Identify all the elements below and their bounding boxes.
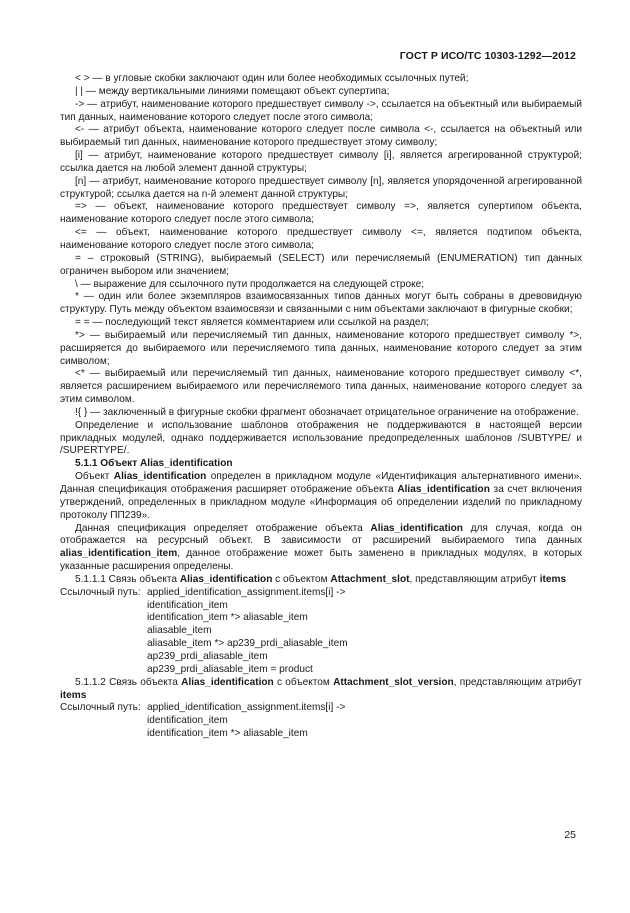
- notation-item: !{ } — заключенный в фигурные скобки фрагмент обозначает отрицательное ограничение на отображение.: [75, 406, 579, 418]
- notation-item: => — объект, наименование которого предшествует символу =>, является супертипом объекта, наименование которого следует после этого символа;: [60, 201, 582, 226]
- path-line: identification_item: [147, 715, 228, 727]
- path-label: Ссылочный путь:: [60, 702, 141, 714]
- notation-item: *> — выбираемый или перечисляемый тип данных, наименование которого предшествует символу *>, расширяется до выбираемого или перечисляемого типа данных, наименование которого следует за этим символом;: [60, 329, 582, 367]
- paragraph-mapping: Данная спецификация определяет отображение объекта Alias_identification для случая, когда он отображается на ресурсный объект. В зависимости от расширений выбираемого типа данных alias_identification_item, данное отображение может быть заменено в прикладных модулях, в которых указанные расширения определены.: [60, 522, 583, 573]
- subsection-heading-1: 5.1.1.1 Связь объекта Alias_identification с объектом Attachment_slot, представляющим атрибут items: [75, 573, 567, 585]
- notation-item: = – строковый (STRING), выбираемый (SELECT) или перечисляемый (ENUMERATION) тип данных ограничен выбором или значением;: [60, 252, 582, 277]
- section-heading: 5.1.1 Объект Alias_identification: [75, 458, 233, 470]
- path-label: Ссылочный путь:: [60, 586, 141, 598]
- notation-item: * — один или более экземпляров взаимосвязанных типов данных могут быть собраны в древовидную структуру. Путь между объектом взаимосвязи и связанными с ним объектами заключают в фигурные скобки;: [60, 291, 582, 316]
- reference-path-2: [60, 702, 582, 741]
- notation-list: [60, 73, 582, 420]
- notation-item: [i] — атрибут, наименование которого предшествует символу [i], является агрегированной структурой; ссылка дается на любой элемент данной структуры;: [60, 150, 582, 174]
- notation-item: <- — атрибут объекта, наименование которого следует после символа <-, ссылается на объектный или выбираемый тип данных, наименование которого предшествует этому символу;: [60, 124, 582, 149]
- standard-header: ГОСТ Р ИСО/ТС 10303-1292—2012: [399, 50, 576, 62]
- path-line: identification_item *> aliasable_item: [147, 612, 308, 624]
- notation-item: = = — последующий текст является комментарием или ссылкой на раздел;: [75, 317, 429, 329]
- notation-item: \ — выражение для ссылочного пути продолжается на следующей строке;: [75, 278, 425, 290]
- path-line: ap239_prdi_aliasable_item = product: [147, 663, 313, 675]
- notation-item: | | — между вертикальными линиями помещают объект супертипа;: [75, 85, 390, 97]
- notation-item: < > — в угловые скобки заключают один или более необходимых ссылочных путей;: [75, 73, 469, 84]
- path-line: identification_item *> aliasable_item: [147, 728, 308, 740]
- path-line: ap239_prdi_aliasable_item: [147, 650, 268, 662]
- path-line: aliasable_item: [147, 625, 212, 637]
- templates-paragraph: Определение и использование шаблонов отображения не поддерживаются в настоящей версии прикладных модулей, однако поддерживается использование предопределенных шаблонов /SUBTYPE/ и /SUPERTYPE/.: [60, 419, 582, 457]
- path-line: aliasable_item *> ap239_prdi_aliasable_item: [147, 638, 348, 650]
- notation-item: <* — выбираемый или перечисляемый тип данных, наименование которого предшествует символу <*, является расширением выбираемого или перечисляемого типа данных, наименование которого следует за этим символом.: [60, 368, 582, 406]
- page-number: 25: [564, 829, 576, 841]
- path-line: identification_item: [147, 599, 228, 611]
- paragraph-definition: Объект Alias_identification определен в прикладном модуле «Идентификация альтернативного имени». Данная спецификация отображения расширяет отображение объекта Alias_identification за счет включения утверждений, определенных в прикладном модуле «Информация об определении изделий по прикладному протоколу ПП239».: [60, 471, 582, 521]
- notation-item: <= — объект, наименование которого предшествует символу <=, является подтипом объекта, наименование которого следует после этого символа;: [60, 227, 582, 251]
- path-line: applied_identification_assignment.items[i] ->: [147, 586, 346, 598]
- subsection-heading-2: 5.1.1.2 Связь объекта Alias_identification с объектом Attachment_slot_version, представляющим атрибут items: [60, 676, 582, 701]
- document-body: [60, 73, 582, 741]
- notation-item: -> — атрибут, наименование которого предшествует символу ->, ссылается на объектный или выбираемый тип данных, наименование которого следует после этого символа;: [60, 98, 582, 123]
- reference-path-1: [60, 587, 582, 677]
- path-line: applied_identification_assignment.items[i] ->: [147, 702, 346, 714]
- notation-item: [n] — атрибут, наименование которого предшествует символу [n], является упорядоченной агрегированной структурой; ссылка дается на n-й элемент данной структуры;: [60, 175, 582, 200]
